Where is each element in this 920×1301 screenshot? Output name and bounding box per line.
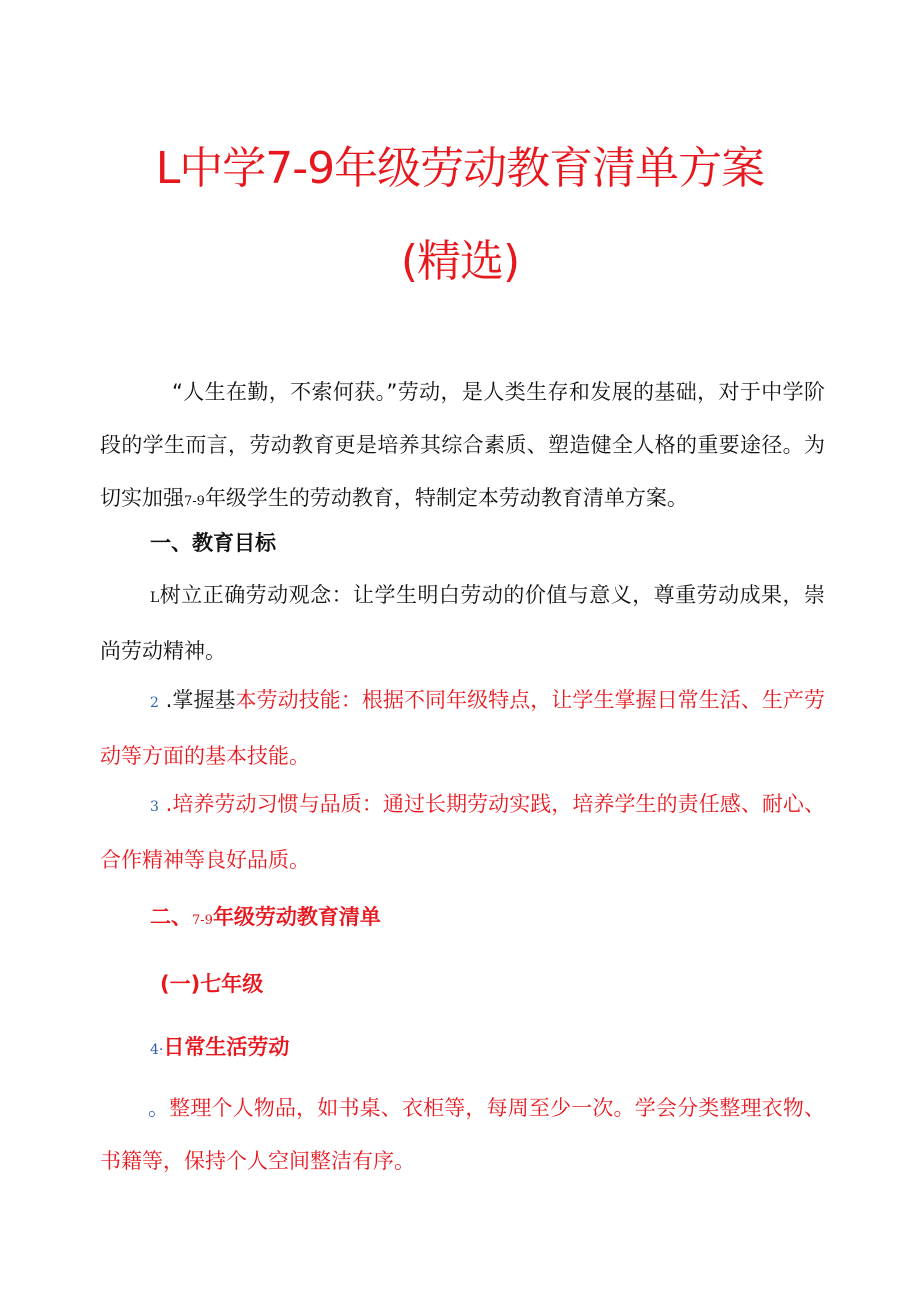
document-subtitle: (精选): [400, 236, 520, 287]
bullet-text-black: 物、书籍等，保持个人空间整洁有序。: [100, 1096, 826, 1173]
goal-item-3: [100, 778, 825, 887]
goal-item-2-text-red: 本劳动技能：根据不同年级特点，让学生掌握日常生活、生产劳动等方面的基本技能。: [100, 688, 825, 768]
goal-item-3-text: .培养劳动习惯与品质：通过长期劳动实践，培养学生的责任感、耐心、合作精神等良好品质。: [100, 792, 825, 872]
section2-heading-grade: 7-9: [192, 913, 213, 928]
daily-labor-title: 日常生活劳动: [163, 1035, 290, 1059]
goal-item-1-number: L: [150, 590, 160, 606]
goal-item-1: [100, 569, 825, 678]
goal-item-1-text: 树立正确劳动观念：让学生明白劳动的价值与意义，尊重劳动成果，崇尚劳动精神。: [100, 583, 825, 663]
bullet-text-red: 整理个人物品，如书桌、衣柜等，每周至少一次。学会分类整理衣: [169, 1096, 783, 1120]
grade7-subheading: (一)七年级: [160, 972, 264, 996]
section2-heading-rest: 年级劳动教育清单: [212, 905, 381, 929]
section2-heading-prefix: 二、: [150, 905, 192, 929]
intro-text-part1: “人生在勤，不索何获。”劳动，是人类生存和发展的基础，对于中学阶段的学生而言，劳动教育更是培养其综合素质、塑造健全人格的重要途径。为切实加强: [100, 380, 825, 510]
document-title: L中学7-9年级劳动教育清单方案: [155, 143, 765, 194]
bullet-mark: 。: [148, 1096, 170, 1120]
section2-heading: [150, 901, 381, 931]
goal-item-2-text-black: .掌握基: [165, 688, 236, 712]
goal-item-2: [100, 674, 825, 783]
goal-item-3-number: 3: [150, 799, 159, 815]
intro-paragraph: [100, 366, 825, 528]
intro-text-part2: 年级学生的劳动教育，特制定本劳动教育清单方案。: [204, 486, 688, 510]
daily-labor-number: 4·: [150, 1042, 164, 1058]
goal-item-2-number: 2: [150, 695, 159, 711]
intro-grade: 7-9: [184, 494, 205, 509]
daily-labor-bullet: [100, 1082, 825, 1188]
section1-heading: 一、教育目标: [150, 531, 276, 555]
daily-labor-heading: [150, 1031, 289, 1061]
